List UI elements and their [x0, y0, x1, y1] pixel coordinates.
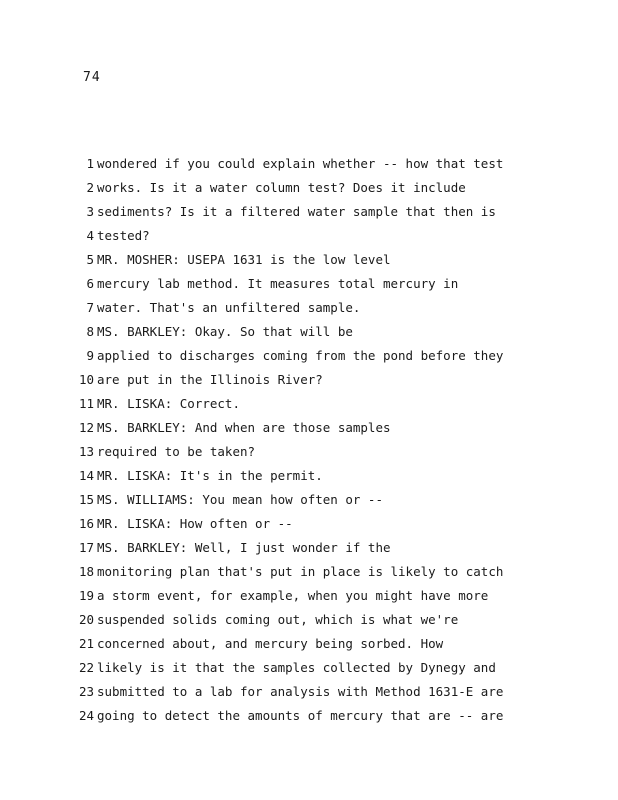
- line-text: tested?: [97, 228, 150, 243]
- line-text: mercury lab method. It measures total mercury in: [97, 276, 459, 291]
- transcript-line: [74, 248, 594, 272]
- transcript-line: [74, 608, 594, 632]
- transcript-line: [74, 560, 594, 584]
- line-text: MR. LISKA: It's in the permit.: [97, 468, 323, 483]
- line-text: MS. BARKLEY: Okay. So that will be: [97, 324, 353, 339]
- line-text: MS. BARKLEY: Well, I just wonder if the: [97, 540, 391, 555]
- line-number: 12: [78, 420, 94, 435]
- line-number: 15: [78, 492, 94, 507]
- line-number: 11: [78, 396, 94, 411]
- transcript-line: [74, 392, 594, 416]
- line-text: works. Is it a water column test? Does it include: [97, 180, 466, 195]
- transcript-line: [74, 224, 594, 248]
- line-number: 18: [78, 564, 94, 579]
- transcript-line: [74, 152, 594, 176]
- line-text: are put in the Illinois River?: [97, 372, 323, 387]
- line-number: 23: [78, 684, 94, 699]
- line-text: suspended solids coming out, which is what we're: [97, 612, 459, 627]
- line-number: 8: [86, 324, 94, 339]
- line-number: 16: [78, 516, 94, 531]
- transcript-line: [74, 656, 594, 680]
- transcript-line: [74, 272, 594, 296]
- transcript-line: [74, 536, 594, 560]
- transcript-line: [74, 368, 594, 392]
- line-number: 21: [78, 636, 94, 651]
- line-text: MR. MOSHER: USEPA 1631 is the low level: [97, 252, 391, 267]
- line-text: MR. LISKA: Correct.: [97, 396, 240, 411]
- line-number: 4: [86, 228, 94, 243]
- line-number: 5: [86, 252, 94, 267]
- transcript-line: [74, 176, 594, 200]
- line-number: 10: [78, 372, 94, 387]
- transcript-line: [74, 296, 594, 320]
- line-number: 22: [78, 660, 94, 675]
- line-text: MS. BARKLEY: And when are those samples: [97, 420, 391, 435]
- line-text: concerned about, and mercury being sorbed. How: [97, 636, 444, 651]
- line-number: 3: [86, 204, 94, 219]
- transcript-line: [74, 320, 594, 344]
- line-text: water. That's an unfiltered sample.: [97, 300, 361, 315]
- line-number: 14: [78, 468, 94, 483]
- line-number: 17: [78, 540, 94, 555]
- line-text: MS. WILLIAMS: You mean how often or --: [97, 492, 383, 507]
- line-number: 7: [86, 300, 94, 315]
- line-text: a storm event, for example, when you might have more: [97, 588, 489, 603]
- line-text: going to detect the amounts of mercury that are -- are: [97, 708, 504, 723]
- transcript-line: [74, 416, 594, 440]
- transcript-line: [74, 344, 594, 368]
- transcript-line: [74, 200, 594, 224]
- line-text: sediments? Is it a filtered water sample that then is: [97, 204, 496, 219]
- line-text: wondered if you could explain whether -- how that test: [97, 156, 504, 171]
- line-number: 1: [86, 156, 94, 171]
- line-number: 24: [78, 708, 94, 723]
- line-text: applied to discharges coming from the pond before they: [97, 348, 504, 363]
- line-text: likely is it that the samples collected by Dynegy and: [97, 660, 496, 675]
- transcript-line: [74, 584, 594, 608]
- line-number: 6: [86, 276, 94, 291]
- transcript-line: [74, 680, 594, 704]
- line-number: 20: [78, 612, 94, 627]
- transcript-line: [74, 704, 594, 728]
- line-number: 2: [86, 180, 94, 195]
- line-number: 9: [86, 348, 94, 363]
- page-number: 74: [83, 70, 101, 85]
- transcript-line: [74, 488, 594, 512]
- transcript-line: [74, 632, 594, 656]
- line-number: 19: [78, 588, 94, 603]
- line-text: submitted to a lab for analysis with Method 1631-E are: [97, 684, 504, 699]
- line-text: MR. LISKA: How often or --: [97, 516, 293, 531]
- transcript-body: [74, 152, 594, 728]
- line-text: monitoring plan that's put in place is likely to catch: [97, 564, 504, 579]
- transcript-line: [74, 440, 594, 464]
- transcript-line: [74, 464, 594, 488]
- line-number: 13: [78, 444, 94, 459]
- line-text: required to be taken?: [97, 444, 256, 459]
- transcript-line: [74, 512, 594, 536]
